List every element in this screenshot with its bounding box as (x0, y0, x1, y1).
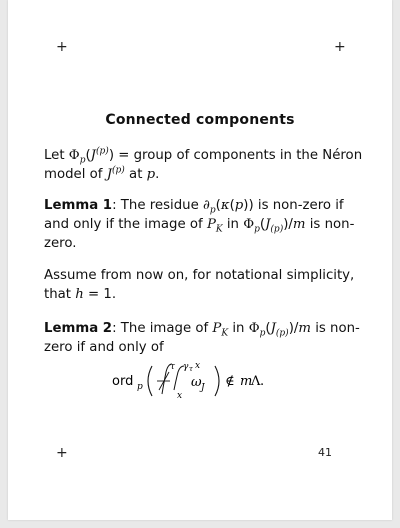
J-symbol: J (270, 321, 276, 336)
omega-symbol: ω (191, 375, 202, 390)
text: in (222, 217, 244, 232)
p-symbol: p (146, 167, 156, 182)
sub-p: p (259, 328, 266, 339)
sub-J: J (201, 383, 205, 393)
J-symbol: J (265, 217, 271, 232)
right-paren (215, 366, 219, 396)
phi-symbol: Φ (68, 148, 80, 163)
notin-symbol: ∉ (225, 374, 235, 389)
text: Let (44, 148, 69, 163)
text: is non-zero. (44, 217, 355, 251)
phi-symbol: Φ (243, 217, 255, 232)
sub-K: K (221, 328, 229, 339)
upper-tau: τ (170, 362, 175, 372)
phi-symbol: Φ (248, 321, 260, 336)
sub-p: p (137, 382, 143, 392)
text: ( (229, 198, 235, 213)
p-symbol: p (234, 198, 244, 213)
text: Assume from now on, for notational simplicity, that (44, 268, 355, 302)
lemma-2-paragraph (44, 319, 364, 357)
text: . (155, 167, 160, 182)
ord-text: ord (112, 374, 134, 389)
left-paren (148, 366, 152, 396)
upper-gamma: γ (183, 362, 189, 372)
text: ( (259, 217, 266, 232)
slide-page (8, 0, 392, 520)
text: : The residue (112, 198, 203, 213)
sub-p: p (79, 155, 86, 166)
kappa-symbol: κ (220, 198, 230, 213)
sub-p: p (209, 205, 216, 216)
text: )/ (288, 321, 299, 336)
P-symbol: P (206, 217, 216, 232)
definition-paragraph (44, 146, 364, 184)
lambda-symbol: Λ (251, 374, 261, 389)
sup-p: (p) (112, 165, 125, 176)
text: : The image of (112, 321, 213, 336)
period: . (260, 374, 265, 389)
partial-symbol: ∂ (202, 198, 210, 213)
sub-p: (p) (270, 224, 284, 235)
lemma-1-label: Lemma 1 (44, 198, 113, 213)
text: at (124, 167, 147, 182)
slide-title: Connected components (105, 112, 295, 128)
text: ) = group of components in the Néron model of (44, 148, 363, 182)
text: ( (215, 198, 221, 213)
text: is non-zero if and only of (44, 321, 360, 355)
J-symbol: J (90, 148, 97, 163)
text: ( (265, 321, 271, 336)
sup-p: (p) (96, 146, 109, 157)
text: ( (85, 148, 91, 163)
m-symbol: m (292, 217, 306, 232)
text: )/ (283, 217, 293, 232)
assumption-paragraph (44, 266, 364, 304)
h-symbol: h (75, 287, 84, 302)
upper-x: x (195, 361, 201, 371)
formula-svg (112, 360, 332, 400)
m-symbol: m (240, 374, 253, 389)
lower-x: x (177, 391, 183, 401)
sub-p: (p) (275, 328, 289, 339)
text: = 1. (83, 287, 117, 302)
lemma-1-paragraph (44, 196, 364, 253)
page-number: 41 (318, 446, 332, 459)
upper-tau-sub: τ (189, 365, 193, 373)
text: in (228, 321, 249, 336)
ord-formula (112, 360, 332, 400)
P-symbol: P (212, 321, 222, 336)
text: )) is non-zero if and only if the image of (44, 198, 344, 232)
sub-p: p (254, 224, 260, 235)
J-symbol: J (106, 167, 113, 182)
corner-mark-bottom-left: + (56, 445, 68, 461)
corner-mark-top-left: + (56, 39, 68, 55)
sub-K: K (215, 224, 223, 235)
corner-mark-top-right: + (334, 39, 346, 55)
lemma-2-label: Lemma 2 (44, 321, 113, 336)
m-symbol: m (298, 321, 311, 336)
